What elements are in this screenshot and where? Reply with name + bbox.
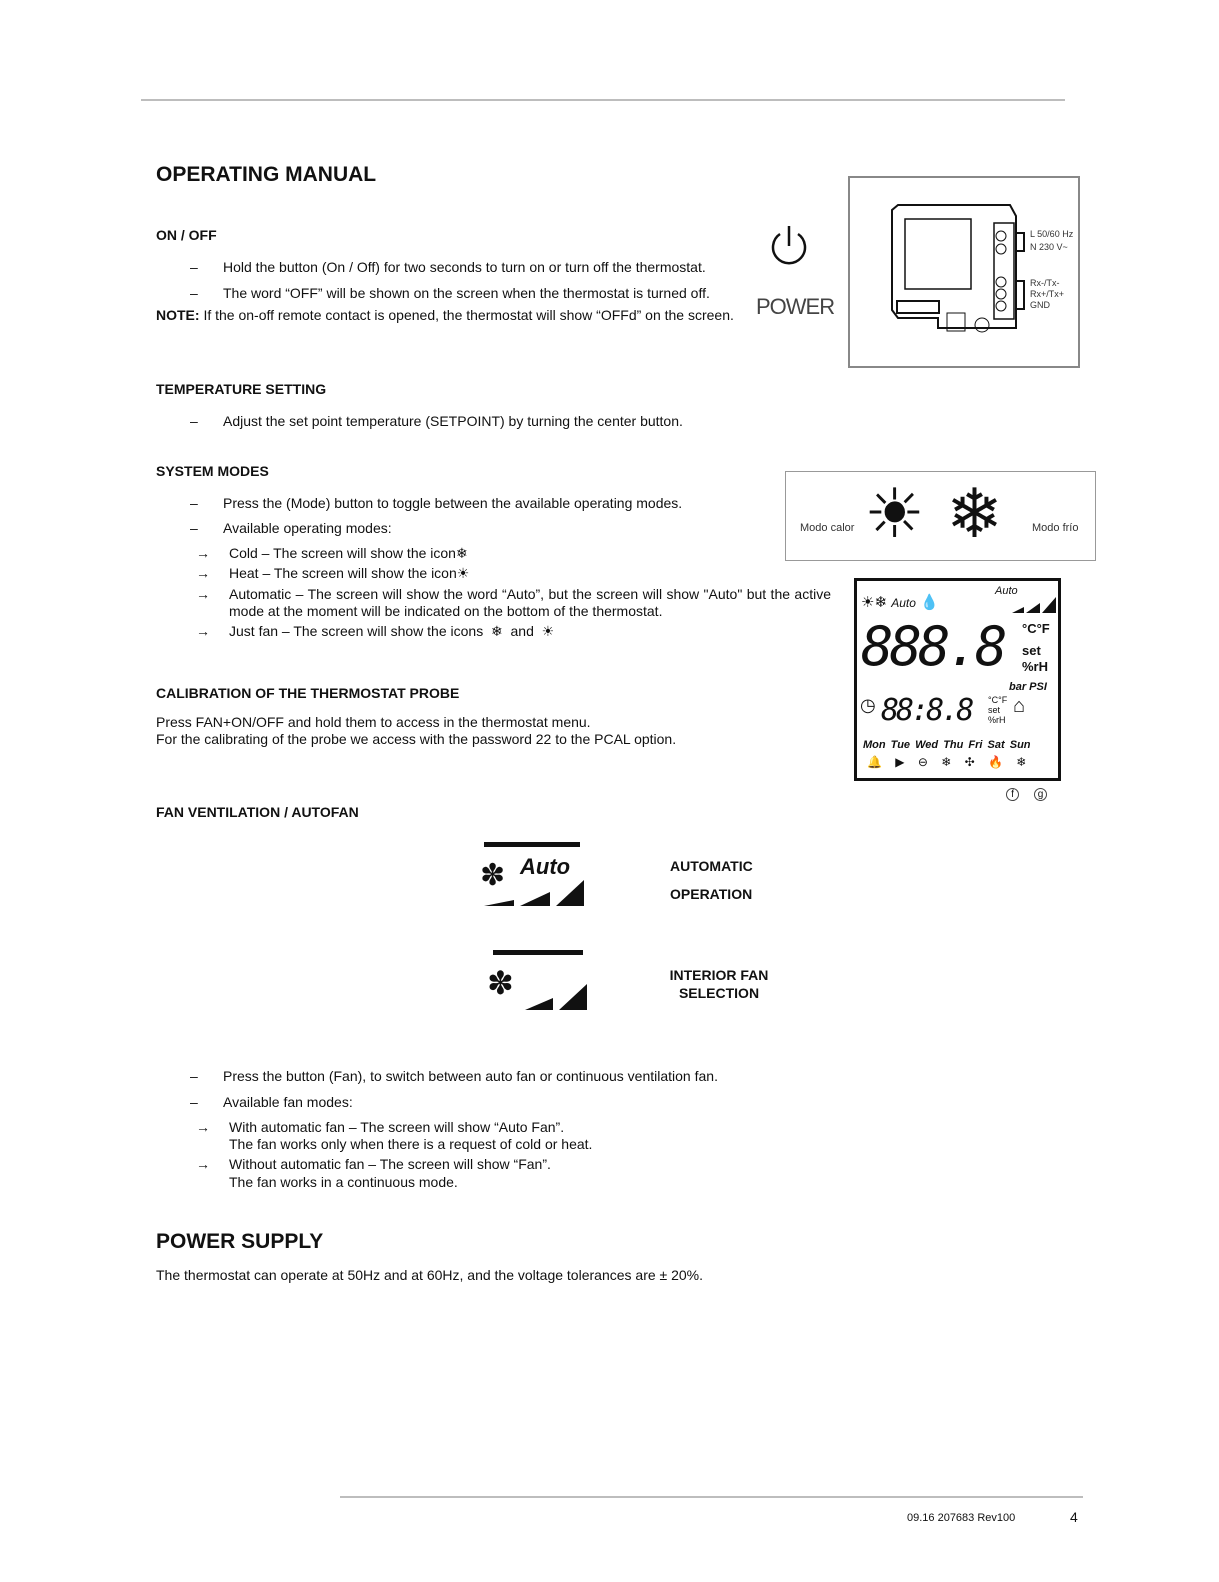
list-item: Press the (Mode) button to toggle between the available operating modes.: [223, 495, 683, 511]
thermostat-board-drawing: [850, 178, 1078, 366]
page-number: 4: [1070, 1509, 1078, 1525]
calibration-heading: CALIBRATION OF THE THERMOSTAT PROBE: [156, 685, 460, 701]
day-label: Thu: [943, 739, 964, 751]
list-item: Available operating modes:: [223, 520, 392, 536]
bar: [493, 950, 583, 955]
lcd-units: [1022, 621, 1050, 675]
temperature-heading: TEMPERATURE SETTING: [156, 381, 327, 397]
list-item: Available fan modes:: [223, 1094, 353, 1110]
lcd-time-digits: 88:8.8: [881, 693, 972, 728]
note: [156, 307, 738, 324]
wiring-label: Rx-/Tx-: [1030, 278, 1060, 288]
dash: –: [190, 259, 198, 275]
lcd-rh: %rH: [988, 715, 1006, 725]
lcd-display-diagram: [854, 578, 1061, 781]
sun-icon: ☀: [456, 565, 470, 581]
list-item: Without automatic fan – The screen will show “Fan”.: [229, 1156, 551, 1172]
snowflake-icon: ❄: [946, 476, 1003, 552]
modes-heading: SYSTEM MODES: [156, 463, 269, 479]
power-supply-heading: POWER SUPPLY: [156, 1230, 324, 1253]
day-label: Sat: [987, 739, 1005, 751]
power-icon: [768, 224, 810, 268]
lcd-top-row: [861, 593, 939, 611]
dash: –: [190, 520, 198, 536]
dash: –: [190, 1068, 198, 1084]
fan-heading: FAN VENTILATION / AUTOFAN: [156, 804, 359, 820]
document-code: 09.16 207683 Rev100: [907, 1512, 1016, 1524]
label-line: INTERIOR FAN: [669, 967, 769, 983]
lcd-unit: °C°F: [1022, 621, 1050, 636]
clock-icon: ◷: [860, 695, 876, 715]
interior-fan-figure: [485, 948, 590, 1014]
wiring-label: N 230 V~: [1030, 242, 1068, 252]
wiring-diagram: [848, 176, 1080, 368]
lcd-set: set: [1022, 643, 1041, 658]
mode-fan-text: Just fan – The screen will show the icons: [229, 623, 484, 639]
footer-rule: [340, 1496, 1083, 1498]
dash: –: [190, 413, 198, 429]
fan-icon: ✽: [487, 965, 514, 1001]
list-item: [229, 565, 469, 582]
and-text: and: [510, 623, 534, 639]
dash: –: [190, 495, 198, 511]
list-item: Adjust the set point temperature (SETPOINT) by turning the center button.: [223, 413, 683, 429]
cold-mode-label: Modo frío: [1032, 522, 1079, 534]
snowflake-icon: ❄: [874, 594, 888, 611]
list-item: [229, 545, 468, 562]
calibration-text: Press FAN+ON/OFF and hold them to access in the thermostat menu.: [156, 714, 591, 730]
wiring-label: GND: [1030, 300, 1050, 310]
lcd-unit: °C°F: [988, 695, 1008, 705]
arrow-icon: →: [196, 545, 210, 561]
dash: –: [190, 1094, 198, 1110]
drop-icon: 💧: [920, 594, 939, 611]
bar: [484, 842, 580, 847]
fan-speed-bars: [1012, 597, 1056, 613]
modes-figure: [785, 471, 1096, 561]
lcd-status-icons: 🔔 ▶ ⊖ ❄ ✣ 🔥 ❄: [867, 755, 1027, 769]
list-item: The word “OFF” will be shown on the screen when the thermostat is turned off.: [223, 285, 710, 301]
fan-speed-bars: [525, 980, 587, 1012]
list-item: With automatic fan – The screen will show “Auto Fan”.: [229, 1119, 565, 1135]
list-item: The fan works only when there is a request of cold or heat.: [229, 1136, 593, 1152]
lcd-fan-auto: Auto: [995, 585, 1018, 597]
lcd-set: set: [988, 705, 1001, 715]
interior-fan-label: [660, 966, 778, 1002]
wiring-label: L 50/60 Hz: [1030, 229, 1074, 239]
day-label: Wed: [915, 739, 939, 751]
label-line: SELECTION: [678, 985, 760, 1001]
power-label: POWER: [756, 294, 835, 319]
lcd-small-units: [988, 695, 1007, 725]
power-supply-text: The thermostat can operate at 50Hz and at 60Hz, and the voltage tolerances are ± 20%.: [156, 1267, 704, 1283]
house-icon: ⌂: [1013, 695, 1026, 717]
wiring-label: Rx+/Tx+: [1030, 289, 1065, 299]
label-line: AUTOMATIC: [670, 858, 753, 874]
sun-icon: ☀: [861, 594, 875, 611]
lcd-days: [863, 739, 1031, 751]
fan-auto-text: Auto: [520, 854, 571, 879]
list-item: Press the button (Fan), to switch between auto fan or continuous ventilation fan.: [223, 1068, 718, 1084]
arrow-icon: →: [196, 565, 210, 581]
arrow-icon: →: [196, 1119, 210, 1135]
auto-fan-figure: [480, 840, 590, 910]
arrow-icon: →: [196, 1156, 210, 1172]
lcd-rh: %rH: [1022, 659, 1049, 674]
snowflake-icon: ❄: [490, 623, 503, 639]
heat-mode-label: Modo calor: [800, 522, 855, 534]
sun-icon: ☀: [541, 623, 555, 639]
calibration-text: For the calibrating of the probe we access with the password 22 to the PCAL option.: [156, 731, 677, 747]
lcd-auto: Auto: [891, 596, 916, 610]
note-text: If the on-off remote contact is opened, the thermostat will show “OFFd” on the screen.: [199, 307, 734, 323]
mode-cold-text: Cold – The screen will show the icon: [229, 545, 456, 561]
list-item: Hold the button (On / Off) for two seconds to turn on or turn off the thermostat.: [223, 259, 706, 275]
lcd-main-digits: 888.8: [861, 615, 1004, 678]
day-label: Fri: [968, 739, 983, 751]
mode-heat-text: Heat – The screen will show the icon: [229, 565, 457, 581]
day-label: Tue: [890, 739, 911, 751]
list-item: The fan works in a continuous mode.: [229, 1174, 458, 1190]
automatic-operation-label: [670, 852, 753, 908]
arrow-icon: →: [196, 586, 210, 602]
note-label: NOTE:: [156, 307, 200, 323]
arrow-icon: →: [196, 623, 210, 639]
page-title: OPERATING MANUAL: [156, 163, 377, 186]
callout-f: f: [1006, 788, 1019, 801]
list-item: Automatic – The screen will show the word “Auto”, but the screen will show "Auto" but the active mode at the moment will be indicated on the bottom of the thermostat.: [229, 586, 831, 619]
day-label: Mon: [863, 739, 886, 751]
sun-icon: ☀: [864, 476, 925, 552]
lcd-bar-psi: bar PSI: [1009, 681, 1047, 693]
day-label: Sun: [1009, 739, 1031, 751]
fan-speed-bars: [484, 880, 584, 908]
snowflake-icon: ❄: [455, 545, 468, 561]
top-rule: [141, 99, 1065, 101]
onoff-heading: ON / OFF: [156, 227, 217, 243]
callout-g: g: [1034, 788, 1047, 801]
list-item: [229, 623, 554, 640]
dash: –: [190, 285, 198, 301]
label-line: OPERATION: [670, 886, 753, 902]
fan-icon: ✽: [480, 859, 506, 892]
